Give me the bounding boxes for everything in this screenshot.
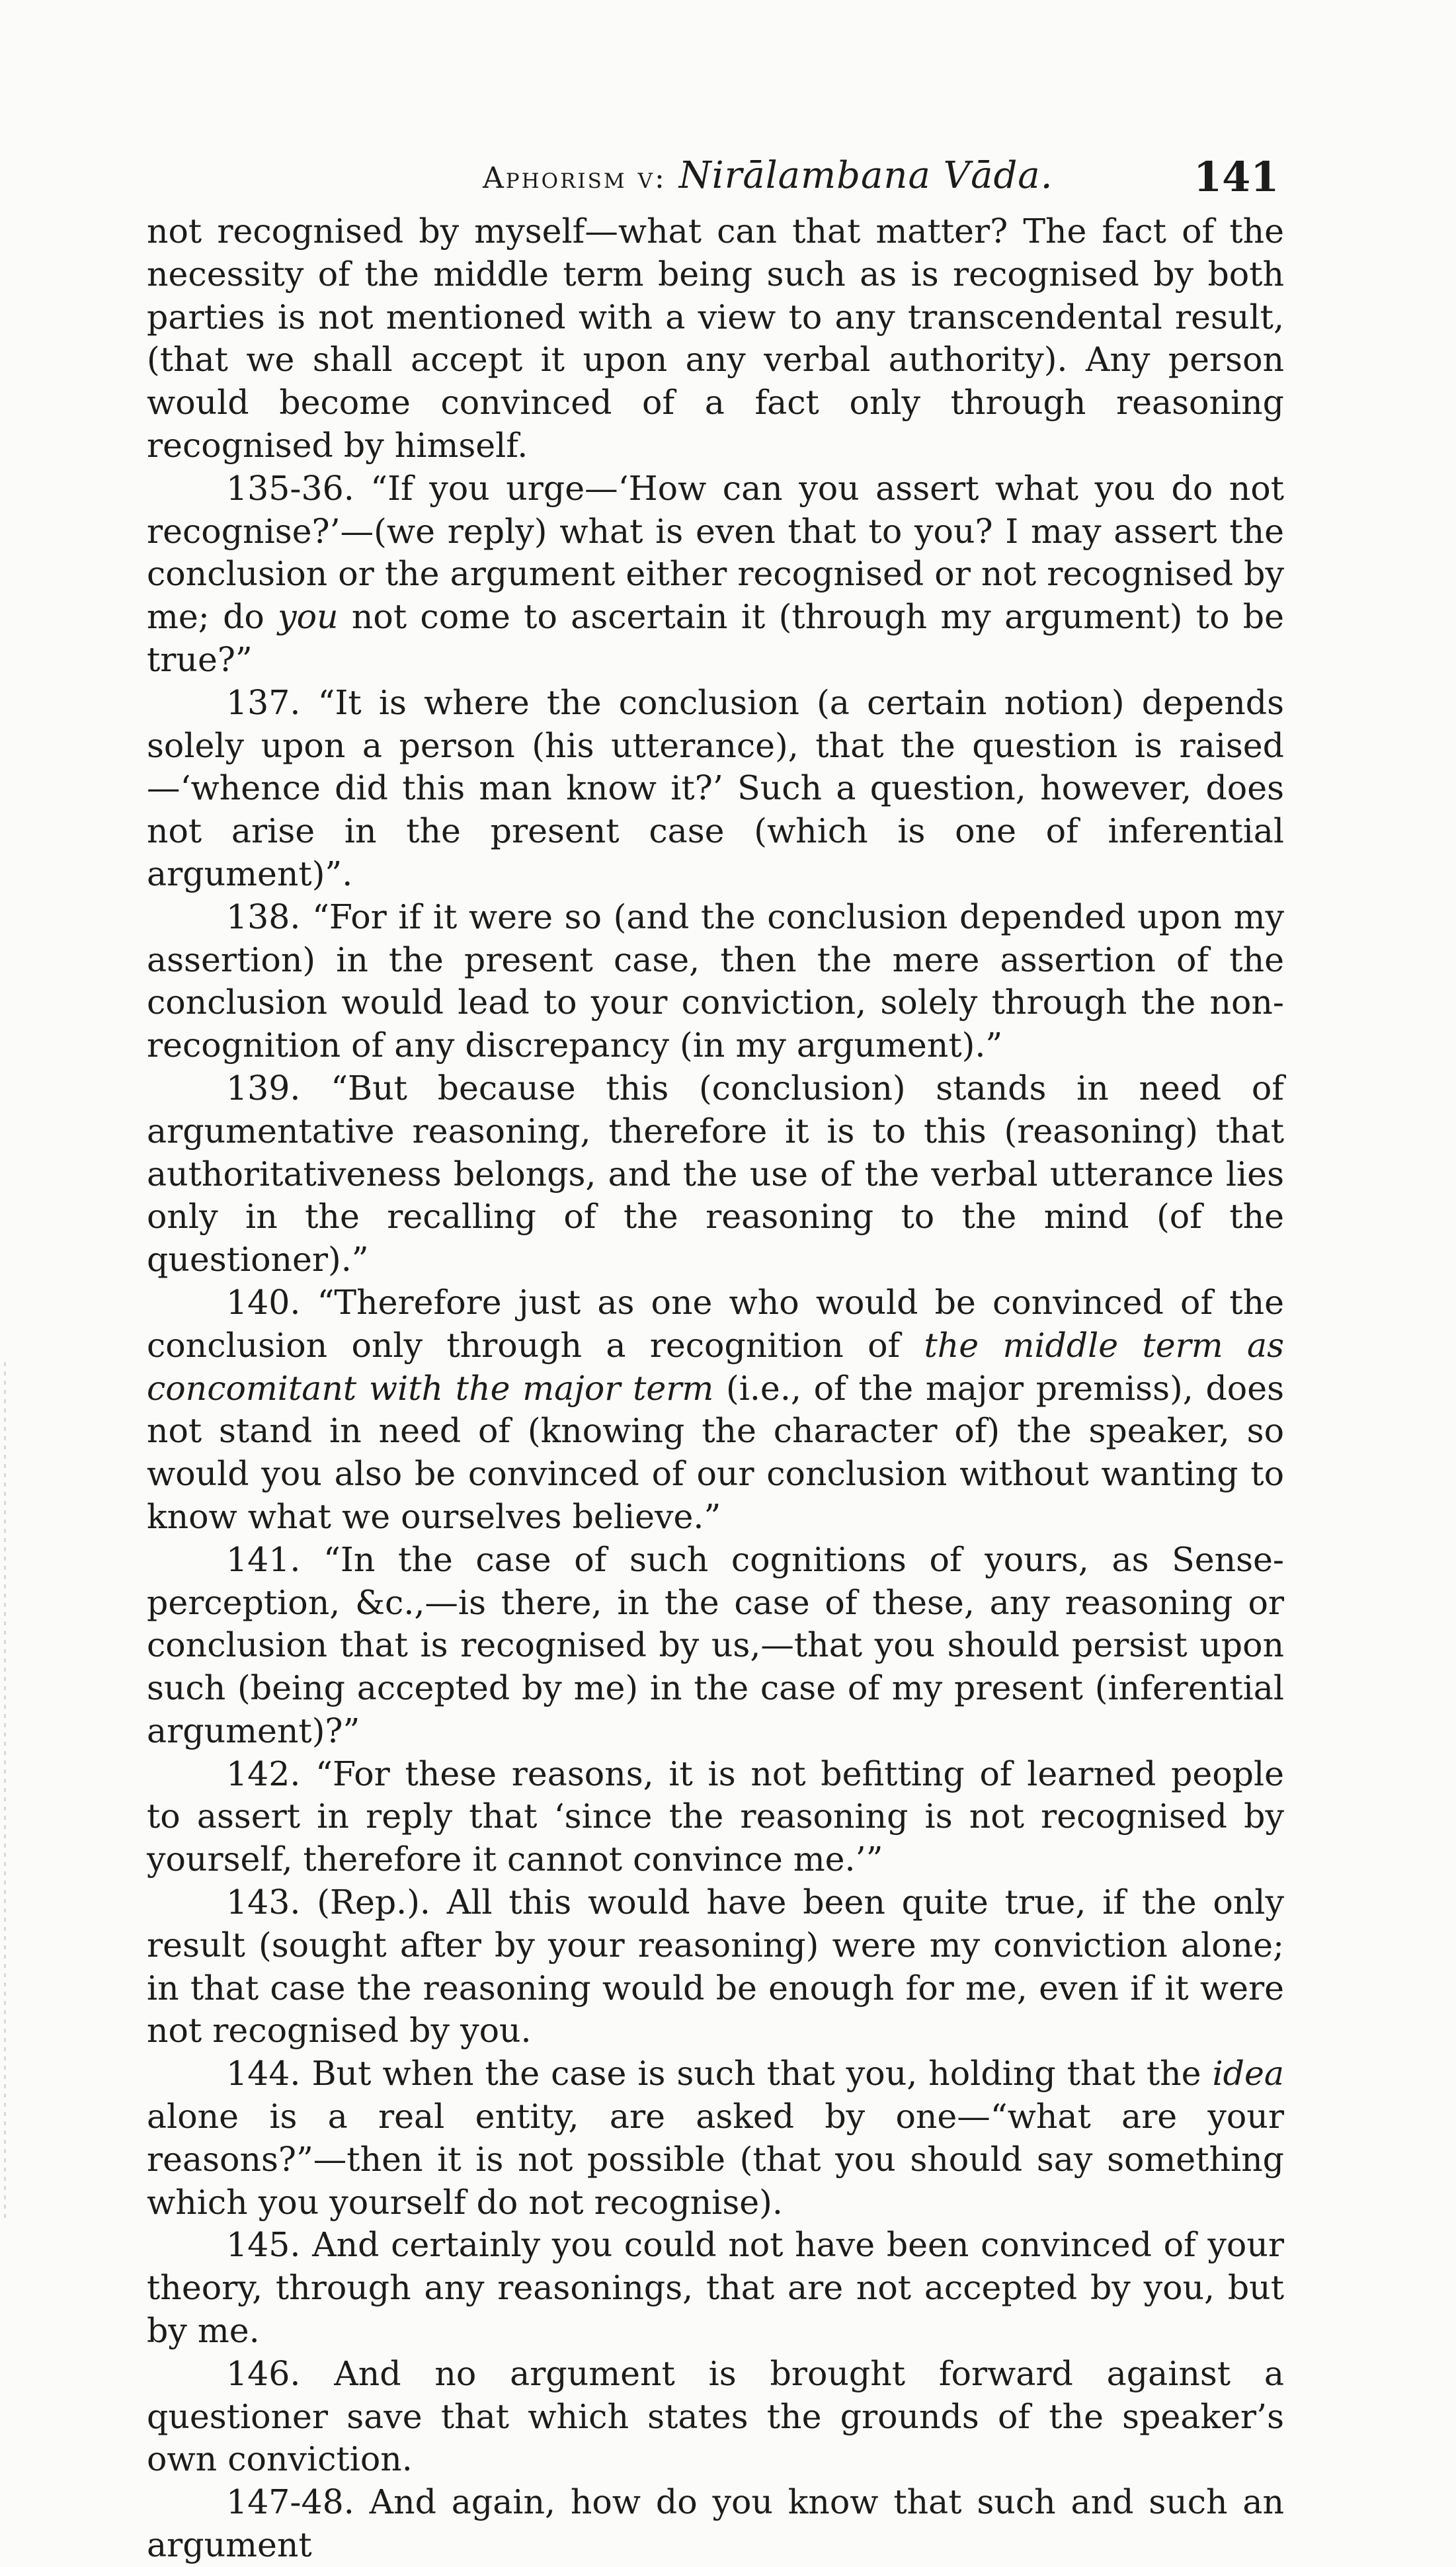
paragraph-text: not recognised by myself—what can that matter? The fact of the necessity of the middle term being such as is recognised by both parties is not mentioned with a view to any transcendental result, (that we shall accept it upon any verbal authority). Any person would become convinced of a fact only through reasoning recognised by himself. <box>147 212 1284 465</box>
page-header <box>0 149 1456 208</box>
paragraph <box>147 468 1284 682</box>
verse-number: 142. <box>226 1754 301 1793</box>
aphorism-label: Aphorism v: <box>483 161 667 195</box>
paragraph <box>147 2224 1284 2352</box>
paragraph-text: And again, how do you know that such and such an argument <box>147 2482 1284 2565</box>
verse-number: 135-36. <box>226 468 354 508</box>
running-head <box>483 154 1053 197</box>
emphasis: you <box>278 597 339 637</box>
paragraph-text: (Rep.). All this would have been quite true, if the only result (sought after by your reasoning) were my conviction alone; in that case the reasoning would be enough for me, even if it were not recognised by you. <box>147 1883 1284 2051</box>
paragraph <box>147 682 1284 896</box>
paragraph-text: “Therefore just as one who would be convinced of the conclusion only through a recognition of <box>147 1282 1284 1365</box>
paragraph-text: “If you urge—‘How can you assert what you do not recognise?’—(we reply) what is even that to you? I may assert the conclusion or the argument either recognised or not recognised by me; do <box>147 468 1284 637</box>
emphasis: idea <box>1212 2054 1284 2094</box>
paragraph <box>147 1282 1284 1539</box>
chapter-title: Nirālambana Vāda. <box>678 154 1053 197</box>
paragraph <box>147 2053 1284 2224</box>
verse-number: 145. <box>226 2225 301 2265</box>
paragraph <box>147 1881 1284 2053</box>
paragraph-text-tail: alone is a real entity, are asked by one—“what are your reasons?”—then it is not possible (that you should say something which you yourself do not recognise). <box>147 2097 1284 2222</box>
paragraph-text: “But because this (conclusion) stands in need of argumentative reasoning, therefore it is to this (reasoning) that authoritativeness belongs, and the use of the verbal utterance lies only in the recalling of the reasoning to the mind (of the questioner).” <box>147 1068 1284 1280</box>
paragraph-text: But when the case is such that you, holding that the <box>311 2054 1213 2094</box>
paragraph-text: And no argument is brought forward against a questioner save that which states the grounds of the speaker’s own conviction. <box>147 2353 1284 2479</box>
paragraph-text: “In the case of such cognitions of yours, as Sense-perception, &c.,—is there, in the case of these, any reasoning or conclusion that is recognised by us,—that you should persist upon such (being accepted by me) in the case of my present (inferential argument)?” <box>147 1539 1284 1750</box>
paragraph-text-tail: (i.e., of the major premiss), does not stand in need of (knowing the character of) the speaker, so would you also be convinced of our conclusion without wanting to know what we ourselves believe.” <box>147 1368 1284 1536</box>
verse-number: 141. <box>226 1539 301 1579</box>
page-number: 141 <box>1193 153 1279 201</box>
paragraph <box>147 1753 1284 1881</box>
paragraph-text: And certainly you could not have been convinced of your theory, through any reasonings, that are not accepted by you, but by me. <box>147 2225 1284 2351</box>
paragraph-text: “For these reasons, it is not befitting of learned people to assert in reply that ‘since the reasoning is not recognised by yourself, therefore it cannot convince me.’” <box>147 1754 1284 1879</box>
paragraph <box>147 896 1284 1067</box>
verse-number: 146. <box>226 2353 301 2393</box>
verse-number: 140. <box>226 1282 301 1322</box>
verse-number: 138. <box>226 897 301 936</box>
verse-number: 139. <box>226 1068 301 1108</box>
paragraph-text-tail: not come to ascertain it (through my argument) to be true?” <box>147 597 1284 679</box>
paragraph-text: “It is where the conclusion (a certain notion) depends solely upon a person (his utterance), that the question is raised—‘whence did this man know it?’ Such a question, however, does not arise in the present case (which is one of inferential argument)”. <box>147 682 1284 893</box>
binding-shadow <box>4 1362 6 2222</box>
paragraph <box>147 2353 1284 2481</box>
body-text <box>147 210 1284 2567</box>
paragraph <box>147 210 1284 468</box>
emphasis: the middle term as concomitant with the major term <box>147 1325 1284 1408</box>
paragraph <box>147 1067 1284 1282</box>
verse-number: 137. <box>226 682 301 722</box>
verse-number: 144. <box>226 2054 301 2094</box>
verse-number: 143. <box>226 1883 301 1922</box>
paragraph <box>147 1539 1284 1753</box>
paragraph-text: “For if it were so (and the conclusion depended upon my assertion) in the present case, then the mere assertion of the conclusion would lead to your conviction, solely through the non-recognition of any discrepancy (in my argument).” <box>147 897 1284 1065</box>
paragraph <box>147 2481 1284 2567</box>
verse-number: 147-48. <box>226 2482 354 2522</box>
